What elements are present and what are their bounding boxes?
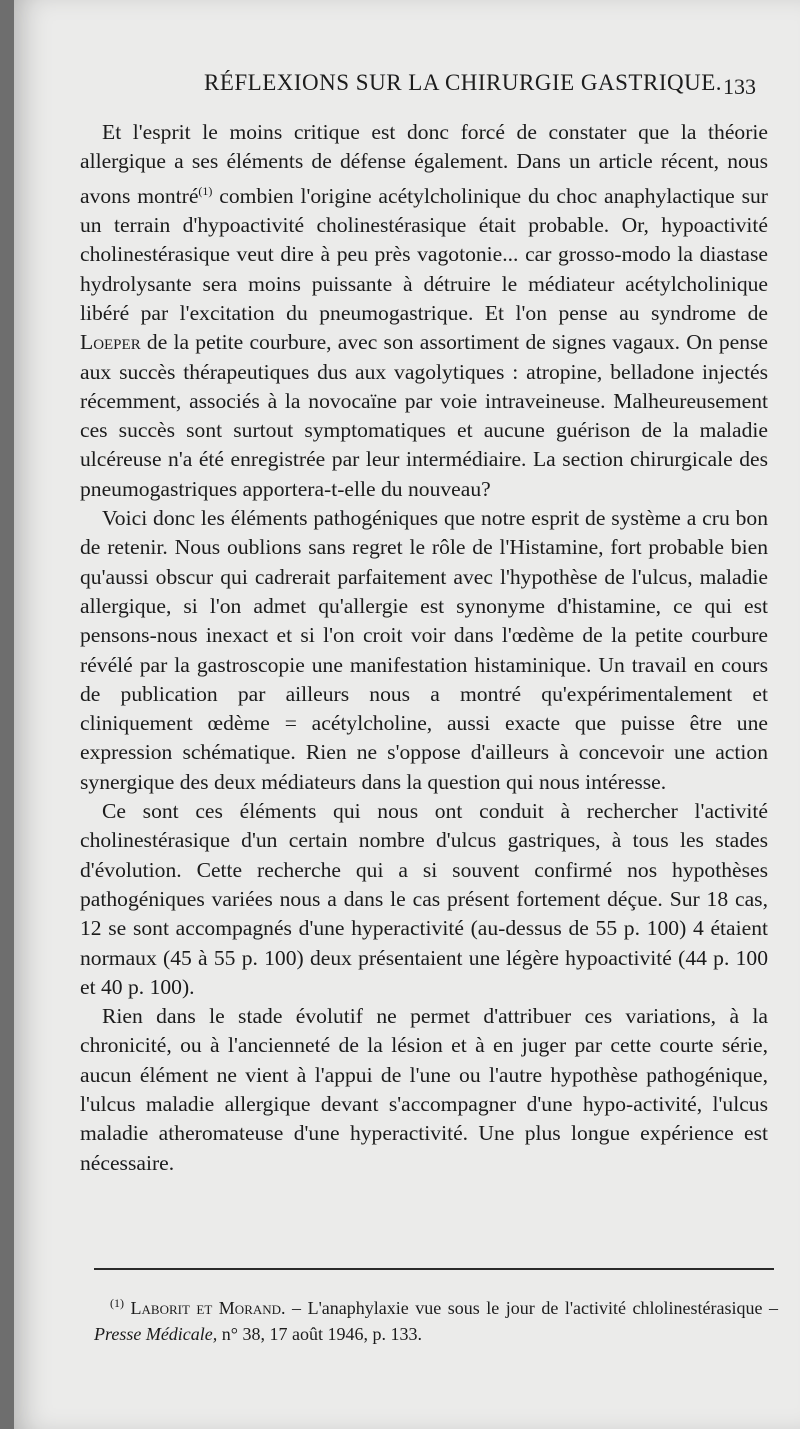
footnote-journal: Presse Médicale,	[94, 1324, 218, 1344]
body-text	[80, 118, 768, 1178]
paragraph-4: Rien dans le stade évolutif ne permet d'attribuer ces variations, à la chronicité, ou à l'ancienneté de la lésion et à en juger par cette courte série, aucun élément ne vient à l'appui de l'une ou l'autre hypothèse pathogénique, l'ulcus maladie allergique devant s'accompagner d'une hypo-activité, l'ulcus maladie atheromateuse d'une hyperactivité. Une plus longue expérience est nécessaire.	[80, 1004, 768, 1175]
book-page	[14, 0, 800, 1429]
page-number: 133	[723, 74, 756, 99]
author-name: Loeper	[80, 330, 141, 355]
footnote-marker: (1)	[110, 1296, 124, 1310]
paragraph-1: Et l'esprit le moins critique est donc forcé de constater que la théorie allergique a ses éléments de défense également. Dans un article récent, nous avons montré$^{(1)}$ combien l'origine acétylcholinique du choc anaphylactique sur un terrain d'hypoactivité cholinestérasique était probable. Or, hypoactivité cholinestérasique veut dire à peu près vagotonie... car grosso-modo la diastase hydrolysante sera moins puissante à détruire le médiateur acétylcholinique libéré par l'excitation du pneumogastrique. Et l'on pense au syndrome de Loeper de la petite courbure, avec son assortiment de signes vagaux. On pense aux succès thérapeutiques dus aux vagolytiques : atropine, belladone injectés récemment, associés à la novocaïne par voie intraveineuse. Malheureusement ces succès sont surtout symptomatiques et aucune guérison de la maladie ulcéreuse n'a été enregistrée par leur intermédiaire. La section chirurgicale des pneumogastriques apportera-t-elle du nouveau?	[80, 120, 768, 501]
paragraph-3: Ce sont ces éléments qui nous ont conduit à rechercher l'activité cholinestérasique d'un certain nombre d'ulcus gastriques, à tous les stades d'évolution. Cette recherche qui a si souvent confirmé nos hypothèses pathogéniques variées nous a dans le cas présent fortement déçue. Sur 18 cas, 12 se sont accompagnés d'une hyperactivité (au-dessus de 55 p. 100) 4 étaient normaux (45 à 55 p. 100) deux présentaient une légère hypoactivité (44 p. 100 et 40 p. 100).	[80, 799, 768, 999]
footnote-reference: (1)	[198, 183, 213, 198]
running-title: RÉFLEXIONS SUR LA CHIRURGIE GASTRIQUE.	[204, 70, 722, 95]
footnote	[94, 1290, 778, 1347]
footnote-title: – L'anaphylaxie vue sous le jour de l'activité chlolinestérasique –	[285, 1298, 779, 1318]
paragraph-2: Voici donc les éléments pathogéniques que notre esprit de système a cru bon de retenir. Nous oublions sans regret le rôle de l'Histamine, fort probable bien qu'aussi obscur qui cadrerait parfaitement avec l'hypothèse de l'ulcus, maladie allergique, si l'on admet qu'allergie est synonyme d'histamine, ce qui est pensons-nous inexact et si l'on croit voir dans l'œdème de la petite courbure révélé par la gastroscopie une manifestation histaminique. Un travail en cours de publication par ailleurs nous a montré qu'expérimentalement et cliniquement œdème = acétylcholine, aussi exacte que puisse être une expression schématique. Rien ne s'oppose d'ailleurs à concevoir une action synergique des deux médiateurs dans la question qui nous intéresse.	[80, 506, 768, 794]
footnote-divider	[94, 1268, 774, 1270]
footnote-authors: Laborit et Morand.	[130, 1298, 286, 1318]
page-header	[14, 70, 800, 102]
footnote-citation: n° 38, 17 août 1946, p. 133.	[217, 1324, 422, 1344]
